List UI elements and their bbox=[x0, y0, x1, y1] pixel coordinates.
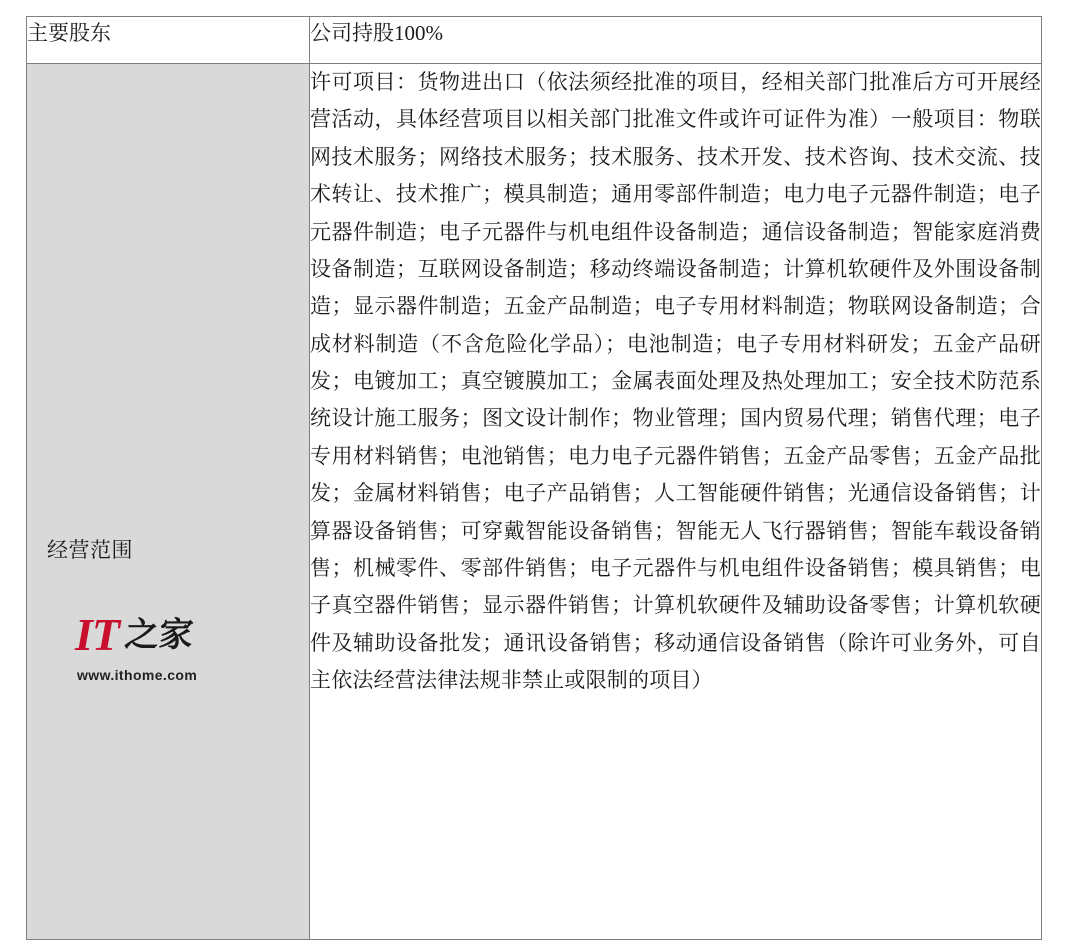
business-scope-text: 许可项目：货物进出口（依法须经批准的项目，经相关部门批准后方可开展经营活动，具体经营项目以相关部门批准文件或许可证件为准）一般项目：物联网技术服务；网络技术服务；技术服务、技术开发、技术咨询、技术交流、技术转让、技术推广；模具制造；通用零部件制造；电力电子元器件制造；电子元器件制造；电子元器件与机电组件设备制造；通信设备制造；智能家庭消费设备制造；互联网设备制造；移动终端设备制造；计算机软硬件及外围设备制造；显示器件制造；五金产品制造；电子专用材料制造；物联网设备制造；合成材料制造（不含危险化学品）；电池制造；电子专用材料研发；五金产品研发；电镀加工；真空镀膜加工；金属表面处理及热处理加工；安全技术防范系统设计施工服务；图文设计制作；物业管理；国内贸易代理；销售代理；电子专用材料销售；电池销售；电力电子元器件销售；五金产品零售；五金产品批发；金属材料销售；电子产品销售；人工智能硬件销售；光通信设备销售；计算器设备销售；可穿戴智能设备销售；智能无人飞行器销售；智能车载设备销售；机械零件、零部件销售；电子元器件与机电组件设备销售；模具销售；电子真空器件销售；显示器件销售；计算机软硬件及辅助设备零售；计算机软硬件及辅助设备批发；通讯设备销售；移动通信设备销售（除许可业务外，可自主依法经营法律法规非禁止或限制的项目） bbox=[310, 70, 1041, 692]
table-row bbox=[27, 64, 1042, 940]
ithome-watermark bbox=[75, 609, 255, 687]
watermark-brand-cn: 之家 bbox=[123, 616, 195, 654]
row-label-business-scope bbox=[27, 64, 310, 940]
table-row bbox=[27, 17, 1042, 64]
watermark-url: www.ithome.com bbox=[77, 667, 198, 683]
company-info-table bbox=[26, 16, 1042, 940]
business-scope-label-wrap bbox=[27, 64, 309, 939]
watermark-brand-it: IT bbox=[75, 609, 119, 660]
watermark-logo bbox=[75, 609, 255, 661]
row-label-shareholder: 主要股东 bbox=[27, 17, 310, 64]
row-value-business-scope bbox=[310, 64, 1042, 940]
business-scope-label: 经营范围 bbox=[47, 538, 133, 562]
row-value-shareholder: 公司持股100% bbox=[310, 17, 1042, 64]
